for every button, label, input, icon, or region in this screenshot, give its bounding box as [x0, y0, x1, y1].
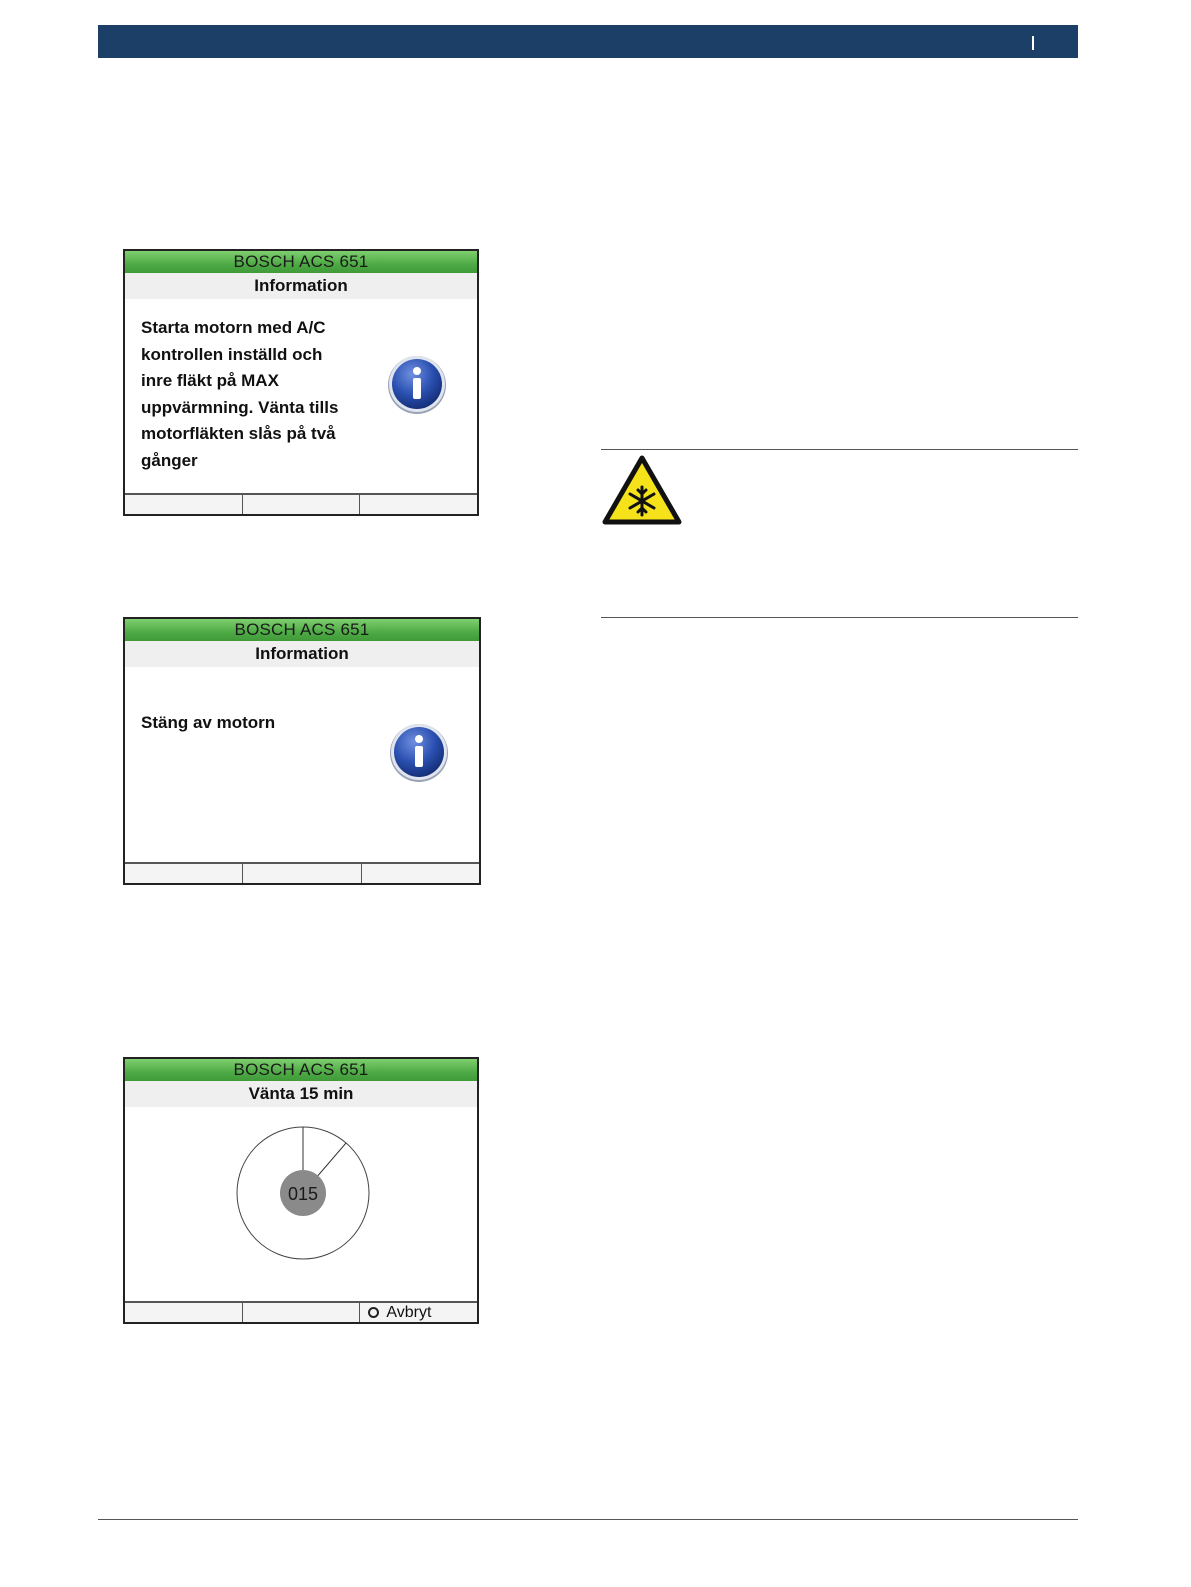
message-line: kontrollen inställd och [141, 344, 323, 364]
device-screen-wait-timer [123, 1057, 479, 1324]
message-line: motorfläkten slås på två [141, 424, 336, 444]
message-line: uppvärmning. Vänta tills [141, 397, 339, 417]
countdown-dial [233, 1123, 373, 1263]
cancel-softkey[interactable] [360, 1303, 477, 1322]
softkey-left[interactable] [125, 495, 243, 514]
screen-message [141, 315, 338, 475]
message-line: gånger [141, 450, 198, 470]
message-line: inre fläkt på MAX [141, 371, 279, 391]
softkey-left[interactable] [125, 1303, 243, 1322]
softkey-bar [125, 493, 477, 514]
screen-title: BOSCH ACS 651 [125, 1059, 477, 1081]
softkey-bar [125, 1301, 477, 1322]
softkey-right[interactable] [360, 495, 477, 514]
warning-bottom-rule [601, 617, 1078, 618]
screen-title: BOSCH ACS 651 [125, 619, 479, 641]
page-header-bar [98, 25, 1078, 58]
screen-message [141, 710, 275, 737]
snowflake-warning-icon [602, 455, 682, 525]
softkey-middle[interactable] [243, 495, 361, 514]
screen-subtitle: Vänta 15 min [125, 1081, 477, 1107]
softkey-middle[interactable] [243, 1303, 361, 1322]
device-screen-stop-engine [123, 617, 481, 885]
softkey-right[interactable] [362, 864, 479, 883]
softkey-left[interactable] [125, 864, 243, 883]
radio-icon [368, 1307, 379, 1318]
softkey-middle[interactable] [243, 864, 361, 883]
info-icon [386, 353, 448, 415]
cancel-label: Avbryt [386, 1304, 432, 1321]
screen-subtitle: Information [125, 273, 477, 299]
info-icon [388, 721, 450, 783]
screen-subtitle: Information [125, 641, 479, 667]
header-divider [1032, 36, 1034, 50]
screen-title: BOSCH ACS 651 [125, 251, 477, 273]
message-line: Starta motorn med A/C [141, 318, 326, 337]
message-line: Stäng av motorn [141, 713, 276, 732]
countdown-value: 015 [287, 1184, 319, 1204]
page-footer-rule [98, 1519, 1078, 1520]
softkey-bar [125, 862, 479, 883]
warning-top-rule [601, 449, 1078, 450]
device-screen-start-engine [123, 249, 479, 516]
